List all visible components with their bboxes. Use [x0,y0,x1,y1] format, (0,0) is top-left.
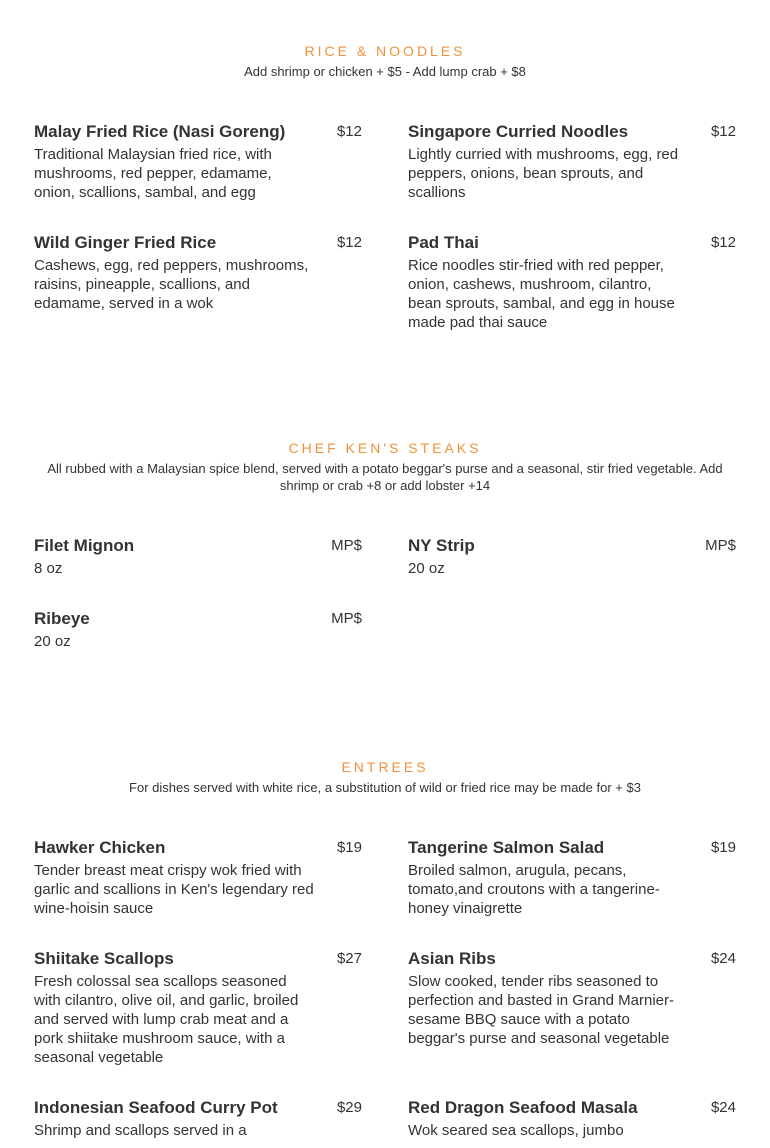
item-price: $12 [336,234,362,251]
item-description: 20 oz [408,560,445,577]
item-description: Cashews, egg, red peppers, mushrooms, raisins, pineapple, scallions, and edamame, served in a wok [34,257,309,312]
item-price: $29 [336,1099,362,1116]
item-price: MP$ [331,537,362,554]
section-title: CHEF KEN'S STEAKS [288,440,482,456]
item-price: $27 [336,950,362,967]
item-name: Ribeye [34,609,90,628]
menu-item-malay-fried-rice [34,121,362,202]
menu-item-singapore-curried-noodles [408,121,736,202]
item-name: Pad Thai [408,233,479,252]
item-description: Traditional Malaysian fried rice, with mushrooms, red pepper, edamame, onion, scallions, sambal, and egg [34,146,272,201]
menu-item-wild-ginger-fried-rice [34,232,362,313]
item-name: Shiitake Scallops [34,949,174,968]
item-price: $12 [710,123,736,140]
item-name: Asian Ribs [408,949,496,968]
item-description: Slow cooked, tender ribs seasoned to perfection and basted in Grand Marnier-sesame BBQ sauce with a potato beggar's purse and seasonal vegetable [408,973,674,1047]
steaks-section [0,439,770,494]
item-price: $24 [710,950,736,967]
section-subtitle: Add shrimp or chicken + $5 - Add lump crab + $8 [244,64,526,79]
item-description: Rice noodles stir-fried with red pepper, onion, cashews, mushroom, cilantro, bean sprouts, sambal, and egg in house made pad thai sauce [408,257,675,331]
entrees-section [0,758,770,796]
item-name: Indonesian Seafood Curry Pot [34,1098,278,1117]
item-name: Filet Mignon [34,536,135,555]
item-price: MP$ [331,610,362,627]
item-description: Lightly curried with mushrooms, egg, red peppers, onions, bean sprouts, and scallions [408,146,679,201]
menu-item-asian-ribs [408,948,736,1048]
menu-item-filet-mignon [34,535,362,578]
item-price: MP$ [705,537,736,554]
section-subtitle: All rubbed with a Malaysian spice blend, served with a potato beggar's purse and a seasonal, stir fried vegetable. Add shrimp or crab +8 or add lobster +14 [47,461,723,493]
item-name: Hawker Chicken [34,838,166,857]
menu-item-hawker-chicken [34,837,362,918]
item-price: $12 [336,123,362,140]
item-description: 8 oz [34,560,63,577]
item-description: Shrimp and scallops served in a [34,1122,247,1139]
item-price: $24 [710,1099,736,1116]
menu-item-shiitake-scallops [34,948,362,1067]
item-name: Singapore Curried Noodles [408,122,629,141]
menu-item-indonesian-seafood-curry-pot [34,1097,362,1140]
menu-item-red-dragon-seafood-masala [408,1097,736,1140]
item-description: 20 oz [34,633,71,650]
item-description: Broiled salmon, arugula, pecans, tomato,and croutons with a tangerine-honey vinaigrette [408,862,660,917]
item-name: Malay Fried Rice (Nasi Goreng) [34,122,286,141]
item-name: Tangerine Salmon Salad [408,838,605,857]
item-name: Red Dragon Seafood Masala [408,1098,638,1117]
section-title: RICE & NOODLES [304,43,466,59]
section-title: ENTREES [341,759,429,775]
item-price: $19 [336,839,362,856]
item-price: $19 [710,839,736,856]
menu-item-ribeye [34,608,362,651]
item-name: NY Strip [408,536,475,555]
item-price: $12 [710,234,736,251]
section-subtitle: For dishes served with white rice, a substitution of wild or fried rice may be made for + $3 [129,780,641,795]
item-description: Tender breast meat crispy wok fried with garlic and scallions in Ken's legendary red wine-hoisin sauce [34,862,314,917]
menu-item-ny-strip [408,535,736,578]
item-name: Wild Ginger Fried Rice [34,233,217,252]
rice-noodles-section [0,42,770,80]
menu-item-tangerine-salmon-salad [408,837,736,918]
item-description: Fresh colossal sea scallops seasoned with cilantro, olive oil, and garlic, broiled and served with lump crab meat and a pork shiitake mushroom sauce, with a seasonal vegetable [34,973,299,1066]
item-description: Wok seared sea scallops, jumbo [408,1122,624,1139]
menu-item-pad-thai [408,232,736,332]
